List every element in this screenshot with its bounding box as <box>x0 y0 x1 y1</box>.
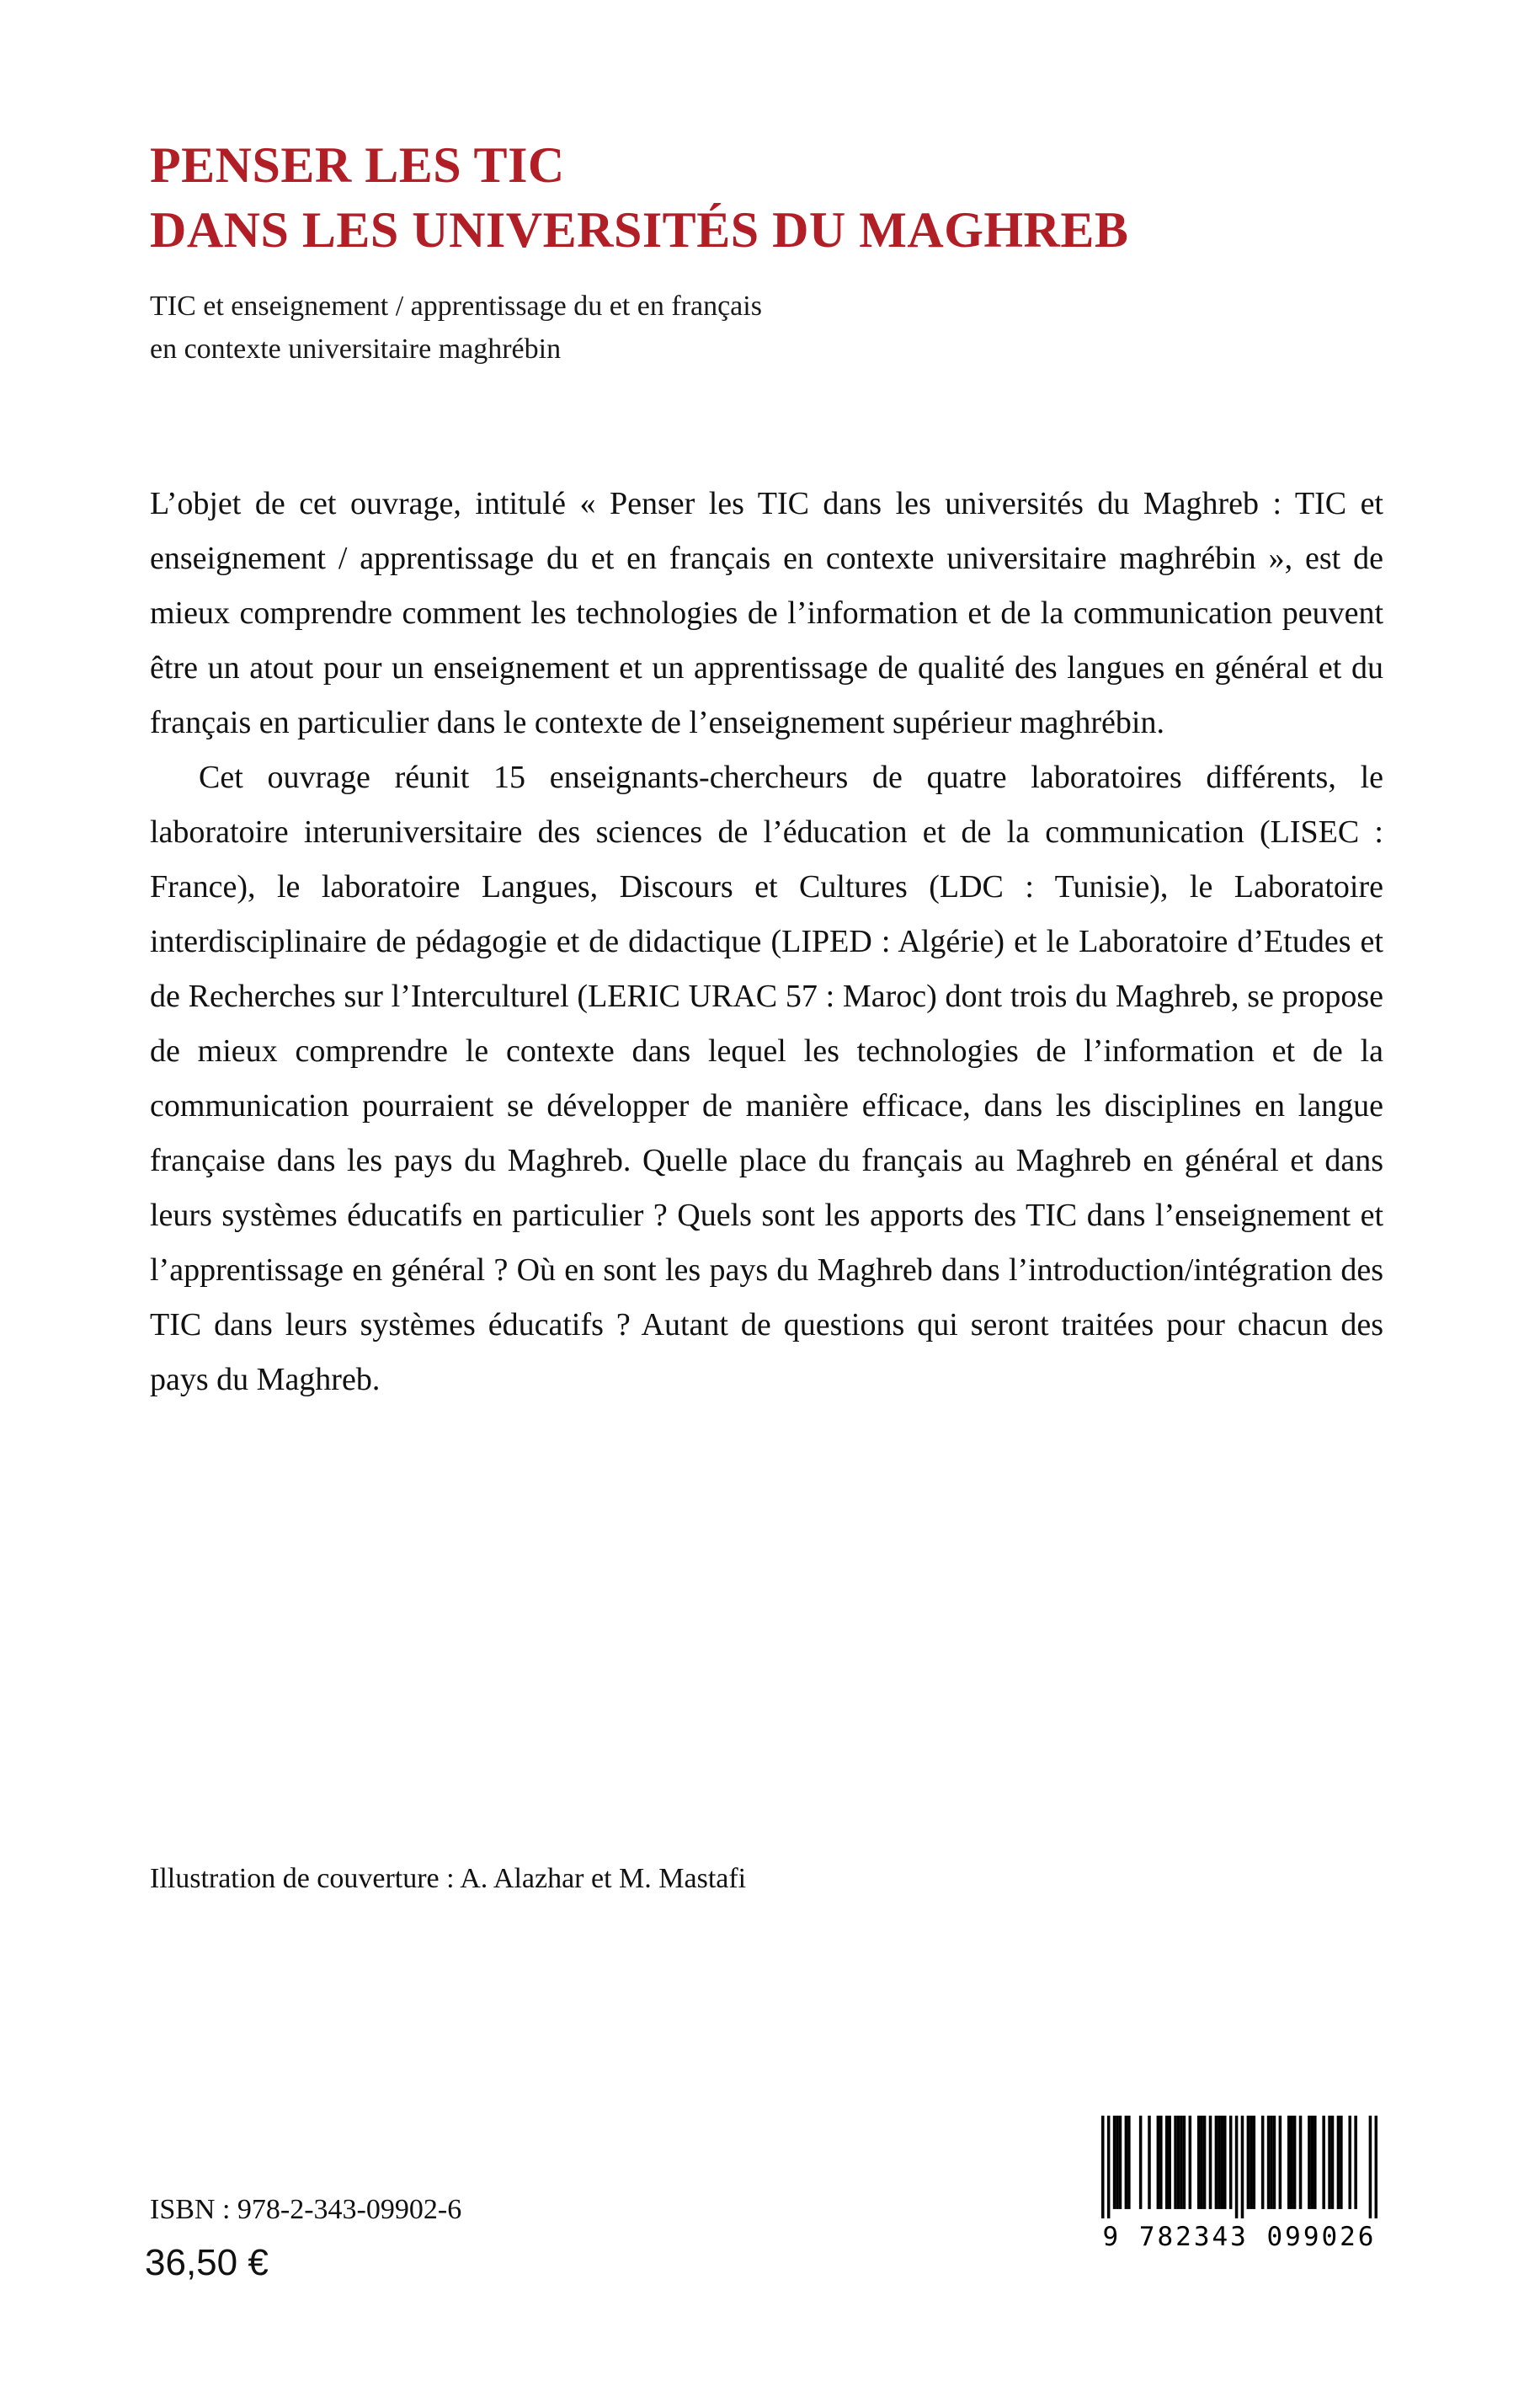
barcode-digits: 9 782343 099026 <box>1102 2222 1377 2252</box>
book-title-line-2: DANS LES UNIVERSITÉS DU MAGHREB <box>150 201 1129 258</box>
book-title <box>150 133 1404 263</box>
book-subtitle <box>150 285 1404 371</box>
isbn-text: ISBN : 978-2-343-09902-6 <box>150 2194 462 2225</box>
book-subtitle-line-2: en contexte universitaire maghrébin <box>150 333 562 365</box>
book-title-line-1: PENSER LES TIC <box>150 137 565 193</box>
cover-illustration-credit: Illustration de couverture : A. Alazhar et M. Mastafi <box>150 1863 747 1894</box>
barcode <box>1101 2116 1377 2257</box>
back-cover-paragraph-1: L’objet de cet ouvrage, intitulé « Penser les TIC dans les universités du Maghreb : TIC et enseignement / apprentissage du et en français en contexte universitaire maghrébin », est de mieux comprendre comment les technologies de l’information et de la communication peuvent être un atout pour un enseignement et un apprentissage de qualité des langues en général et du français en particulier dans le contexte de l’enseignement supérieur maghrébin. <box>150 486 1383 740</box>
back-cover-text <box>150 477 1383 1407</box>
title-block <box>150 133 1404 371</box>
barcode-svg <box>1101 2116 1377 2218</box>
book-subtitle-line-1: TIC et enseignement / apprentissage du et en français <box>150 290 762 322</box>
back-cover-paragraph-2: Cet ouvrage réunit 15 enseignants-chercheurs de quatre laboratoires différents, le laboratoire interuniversitaire des sciences de l’éducation et de la communication (LISEC : France), le laboratoire Langues, Discours et Cultures (LDC : Tunisie), le Laboratoire interdisciplinaire de pédagogie et de didactique (LIPED : Algérie) et le Laboratoire d’Etudes et de Recherches sur l’Interculturel (LERIC URAC 57 : Maroc) dont trois du Maghreb, se propose de mieux comprendre le contexte dans lequel les technologies de l’information et de la communication pourraient se développer de manière efficace, dans les disciplines en langue française dans les pays du Maghreb. Quelle place du français au Maghreb en général et dans leurs systèmes éducatifs en particulier ? Quels sont les apports des TIC dans l’enseignement et l’apprentissage en général ? Où en sont les pays du Maghreb dans l’introduction/intégration des TIC dans leurs systèmes éducatifs ? Autant de questions qui seront traitées pour chacun des pays du Maghreb. <box>150 760 1383 1397</box>
price-text: 36,50 € <box>145 2242 269 2283</box>
